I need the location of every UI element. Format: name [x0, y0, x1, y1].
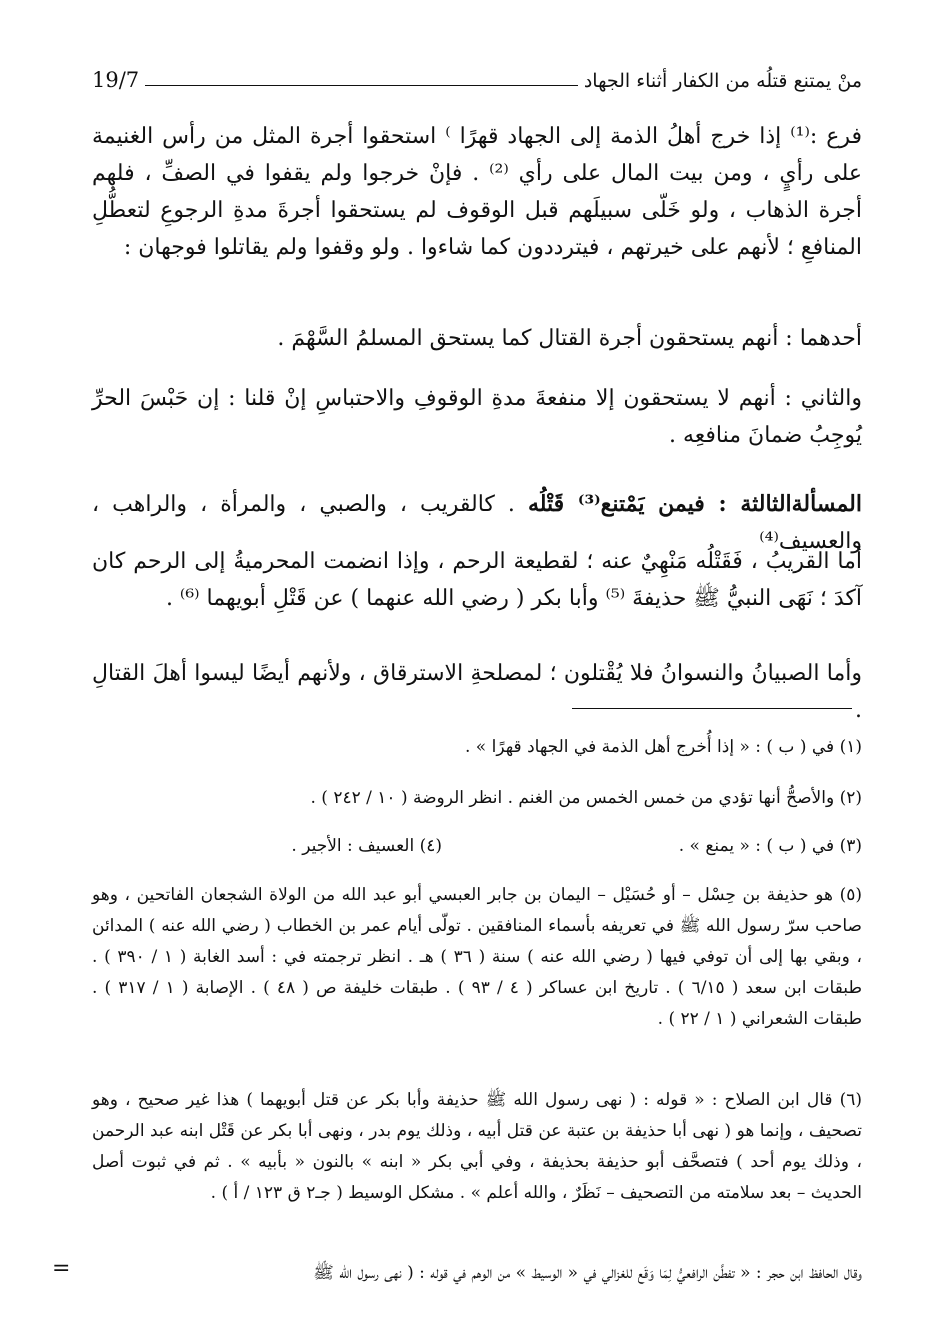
paragraph-children-women: وأما الصبيانُ والنسوانُ فلا يُقْتلون ؛ لمصلحةِ الاسترقاق ، ولأنهم أيضًا ليسوا أهلَ القتالِ .: [92, 661, 862, 723]
paragraph-second-view: والثاني : أنهم لا يستحقون إلا منفعةَ مدةِ الوقوفِ والاحتباسِ إنْ قلنا : إن حَبْسَ الحرِّ يُوجِبُ ضمانَ منافعِه .: [92, 386, 862, 448]
footnote-3: (٣) في ( ب ) : « يمنع » .: [678, 836, 862, 856]
footnote-6: (٦) قال ابن الصلاح : « قوله : ( نهى رسول الله ﷺ حذيفة وأبا بكر عن قتل أبويهما ) هذا غير صحيح ، وهو تصحيف ، وإنما هو ( نهى أبا حذيفة بن عتبة عن قتل أبيه ، وذلك يوم بدر ، ونهى أبا بكر عن قَتْل ابنه عبد الرحمن ، وذلك يوم أحد ) فتصحَّف أبو حذيفة بحذيفة ، وفي أبي بكر « ابنه » بالنون « بأبيه » . ثم في ثبوت أصل الحديث – بعد سلامته من التصحيف – نَظَرٌ ، والله أعلم » . مشكل الوسيط ( جـ٢ ق ١٢٣ / أ ) .: [92, 1090, 862, 1203]
footnote-4: (٤) العسيف : الأجير .: [291, 836, 442, 856]
header-title: منْ يمتنع قتلُه من الكفار أثناء الجهاد: [583, 70, 862, 92]
running-header: [92, 56, 862, 96]
footnote-separator: [572, 708, 852, 709]
continuation-mark: =: [52, 1256, 71, 1281]
footnote-1: (١) في ( ب ) : « إذا أُخرج أهل الذمة في الجهاد قهرًا » .: [464, 737, 862, 757]
paragraph-relative: أما القريبُ ، فَقَتْلُه مَنْهِيٌ عنه ؛ لقطيعة الرحم ، وإذا انضمت المحرميةُ إلى الرحم كان آكدَ ؛ نَهَى النبيُّ ﷺ حذيفةَ ⁽⁵⁾ وأبا بكر ( رضي الله عنهما ) عن قَتْلِ أبويهما ⁽⁶⁾ .: [92, 549, 862, 611]
page-number: 19/7: [92, 68, 140, 92]
footnote-continuation: وقال الحافظ ابن حجر : « تفطَّن الرافعيُّ لِمَا وَقَع للغزالي في « الوسيط » من الوهم في قوله : ( نهى رسول الله ﷺ: [313, 1263, 862, 1283]
footnote-2: (٢) والأصحُّ أنها تؤدي من خمس الخمس من الغنم . انظر الروضة ( ١٠ / ٢٤٢ ) .: [310, 788, 862, 808]
paragraph-first-view: أحدهما : أنهم يستحقون أجرة القتال كما يستحق المسلمُ السَّهْمَ .: [277, 326, 862, 351]
paragraph-far: فرع :⁽¹⁾ إذا خرج أهلُ الذمة إلى الجهاد قهرًا ⁾ استحقوا أجرة المثل من رأس الغنيمة على رأيٍ ، ومن بيت المال على رأي ⁽²⁾ . فإنْ خرجوا ولم يقفوا في الصفِّ ، فلهم أجرة الذهاب ، ولو خَلّى سبيلَهم قبل الوقوف لم يستحقوا أجرةَ مدةِ الرجوعِ لتعطُّلِ المنافعِ ؛ لأنهم على خيرتهم ، فيترددون كما شاءوا . ولو وقفوا ولم يقاتلوا فوجهان :: [92, 124, 862, 260]
section-heading-bold: المسألةالثالثة : فيمن يَمْتنع⁽³⁾ قَتْلُه: [527, 491, 862, 517]
footnote-row-3-4: [92, 831, 862, 862]
footnote-5: (٥) هو حذيفة بن حِسْل – أو حُسَيْل – اليمان بن جابر العبسي أبو عبد الله من الولاة الشجعان الفاتحين ، وهو صاحب سرّ رسول الله ﷺ في تعريفه بأسماء المنافقين . تولّى أيام عمر بن الخطاب ( رضي الله عنه ) المدائن ، وبقي بها إلى أن توفي فيها ( رضي الله عنه ) سنة ( ٣٦ ) هـ . انظر ترجمته في : أسد الغابة ( ١ / ٣٩٠ ) . طبقات ابن سعد ( ٦/١٥ ) . تاريخ ابن عساكر ( ٤ / ٩٣ ) . طبقات خليفة ص ( ٤٨ ) . الإصابة ( ١ / ٣١٧ ) . طبقات الشعراني ( ١ / ٢٢ ) .: [92, 885, 862, 1029]
section-heading-rest: . كالقريب ، والصبي ، والمرأة ، والراهب ، والعسيف⁽⁴⁾: [92, 492, 862, 554]
header-rule: [145, 85, 578, 86]
